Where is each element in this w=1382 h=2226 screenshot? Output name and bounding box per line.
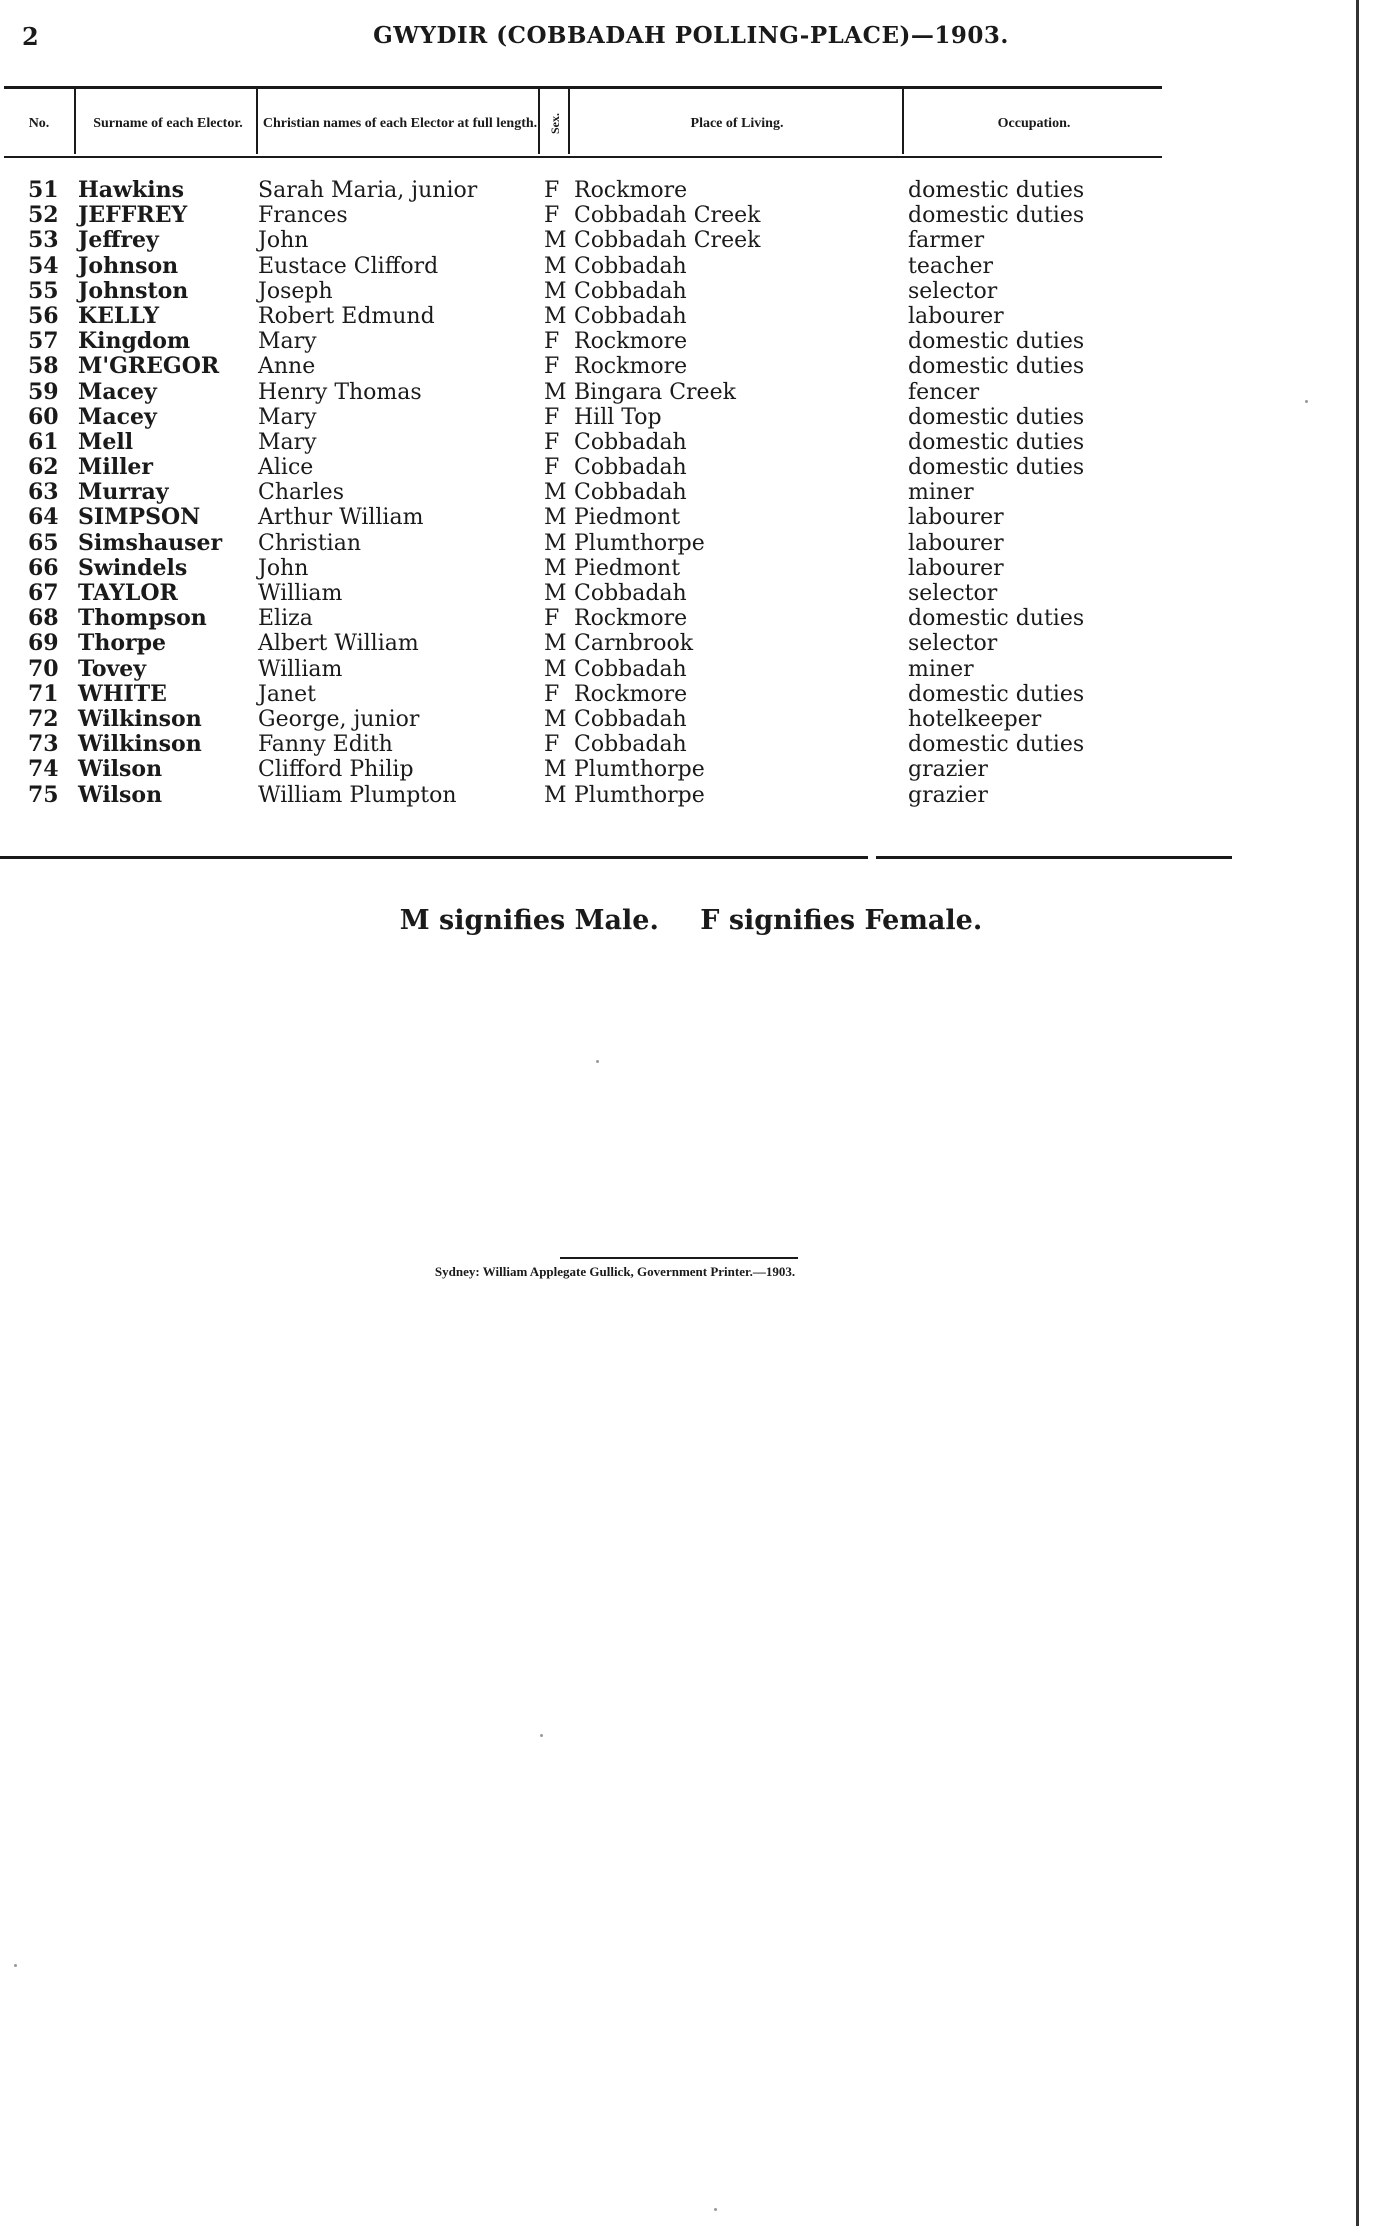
column-header-christian-names: Christian names of each Elector at full length. [262, 115, 538, 131]
elector-sex: F [544, 203, 560, 229]
elector-place: Cobbadah Creek [574, 203, 761, 229]
elector-sex: M [544, 656, 567, 682]
elector-occupation: selector [908, 278, 998, 304]
elector-occupation: miner [908, 480, 974, 506]
elector-place: Piedmont [574, 555, 681, 581]
elector-christian-names: Mary [258, 404, 317, 430]
elector-christian-names: Robert Edmund [258, 303, 435, 329]
column-header-occupation: Occupation. [997, 115, 1071, 131]
table-bottom-rule [0, 856, 868, 859]
elector-occupation: fencer [908, 379, 980, 405]
elector-place: Cobbadah [574, 278, 687, 304]
table-row [0, 657, 1382, 682]
elector-sex: M [544, 706, 567, 732]
elector-sex: F [544, 178, 560, 203]
elector-number: 74 [28, 756, 59, 783]
table-row [0, 254, 1382, 279]
elector-surname: Johnson [78, 252, 179, 279]
elector-sex: M [544, 228, 567, 254]
elector-number: 57 [28, 328, 59, 355]
table-row [0, 228, 1382, 253]
elector-number: 55 [28, 277, 59, 304]
elector-number: 71 [28, 680, 59, 707]
elector-surname: Johnston [78, 277, 189, 304]
elector-number: 66 [28, 554, 59, 581]
elector-christian-names: Eliza [258, 606, 313, 632]
column-header-no: No. [28, 115, 50, 131]
elector-surname: Swindels [78, 554, 188, 581]
elector-occupation: domestic duties [908, 732, 1085, 758]
elector-surname: Wilkinson [78, 705, 202, 732]
table-row [0, 556, 1382, 581]
elector-sex: M [544, 480, 567, 506]
elector-number: 52 [28, 202, 59, 229]
elector-surname: TAYLOR [78, 580, 178, 606]
elector-occupation: miner [908, 656, 974, 682]
elector-christian-names: John [258, 228, 309, 254]
elector-christian-names: George, junior [258, 706, 420, 732]
elector-occupation: selector [908, 581, 998, 606]
elector-number: 51 [28, 177, 59, 203]
elector-place: Piedmont [574, 505, 681, 531]
elector-surname: Hawkins [78, 177, 184, 203]
elector-number: 54 [28, 252, 59, 279]
elector-christian-names: Clifford Philip [258, 757, 414, 783]
elector-number: 70 [28, 655, 59, 682]
elector-place: Rockmore [574, 329, 688, 355]
elector-surname: Mell [78, 428, 134, 455]
elector-sex: F [544, 455, 560, 481]
table-row [0, 606, 1382, 631]
column-header-surname: Surname of each Elector. [93, 115, 243, 131]
elector-place: Rockmore [574, 354, 688, 380]
elector-surname: Simshauser [78, 529, 223, 556]
elector-place: Cobbadah [574, 303, 687, 329]
elector-place: Cobbadah [574, 706, 687, 732]
page-title: GWYDIR (COBBADAH POLLING-PLACE)—1903. [373, 22, 1009, 49]
header-bottom-rule [4, 156, 1162, 158]
table-row [0, 430, 1382, 455]
column-header-sex [540, 92, 570, 154]
elector-number: 65 [28, 529, 59, 556]
elector-surname: Wilson [78, 756, 163, 783]
table-row [0, 178, 1382, 203]
print-speck [596, 1060, 599, 1063]
elector-place: Bingara Creek [574, 379, 736, 405]
elector-sex: M [544, 757, 567, 783]
elector-occupation: labourer [908, 505, 1004, 531]
elector-number: 68 [28, 605, 59, 632]
legend-male: M signifies Male. [399, 905, 659, 936]
table-row [0, 480, 1382, 505]
elector-occupation: farmer [908, 228, 985, 254]
elector-surname: Macey [78, 403, 157, 430]
elector-number: 60 [28, 403, 59, 430]
elector-sex: F [544, 429, 560, 455]
elector-place: Rockmore [574, 178, 688, 203]
elector-christian-names: Arthur William [258, 505, 424, 531]
elector-number: 63 [28, 479, 59, 506]
elector-surname: Miller [78, 454, 154, 481]
elector-place: Rockmore [574, 606, 688, 632]
page-edge [1356, 0, 1359, 2226]
elector-place: Cobbadah [574, 656, 687, 682]
elector-occupation: domestic duties [908, 455, 1085, 481]
elector-sex: M [544, 379, 567, 405]
elector-surname: Jeffrey [78, 227, 159, 254]
elector-occupation: labourer [908, 555, 1004, 581]
elector-number: 72 [28, 705, 59, 732]
elector-occupation: labourer [908, 530, 1004, 556]
elector-number: 53 [28, 227, 59, 254]
elector-surname: WHITE [78, 680, 167, 707]
elector-sex: M [544, 530, 567, 556]
elector-surname: Murray [78, 479, 169, 506]
elector-surname: Tovey [78, 655, 147, 682]
sex-header-label: Sex. [547, 112, 562, 134]
elector-number: 67 [28, 580, 59, 606]
elector-occupation: domestic duties [908, 429, 1085, 455]
elector-occupation: domestic duties [908, 203, 1085, 229]
elector-place: Cobbadah [574, 581, 687, 606]
elector-occupation: labourer [908, 303, 1004, 329]
table-row [0, 581, 1382, 606]
elector-sex: M [544, 253, 567, 279]
elector-place: Rockmore [574, 681, 688, 707]
elector-sex: M [544, 278, 567, 304]
table-row [0, 707, 1382, 732]
elector-sex: M [544, 505, 567, 531]
elector-occupation: selector [908, 631, 998, 657]
sex-legend [0, 905, 1382, 936]
elector-surname: KELLY [78, 302, 160, 329]
elector-number: 56 [28, 302, 59, 329]
table-row [0, 354, 1382, 379]
elector-place: Cobbadah [574, 732, 687, 758]
elector-christian-names: Sarah Maria, junior [258, 178, 478, 203]
elector-occupation: hotelkeeper [908, 706, 1042, 732]
elector-sex: M [544, 631, 567, 657]
imprint-rule [560, 1257, 798, 1259]
elector-christian-names: Henry Thomas [258, 379, 422, 405]
elector-sex: F [544, 732, 560, 758]
print-speck [14, 1964, 17, 1967]
elector-christian-names: Anne [258, 354, 316, 380]
elector-occupation: domestic duties [908, 404, 1085, 430]
table-row [0, 405, 1382, 430]
elector-sex: F [544, 606, 560, 632]
elector-place: Carnbrook [574, 631, 694, 657]
elector-surname: JEFFREY [78, 202, 188, 229]
elector-place: Cobbadah [574, 480, 687, 506]
elector-sex: F [544, 329, 560, 355]
elector-number: 62 [28, 454, 59, 481]
elector-christian-names: William [258, 581, 343, 606]
elector-number: 69 [28, 630, 59, 657]
elector-surname: Wilkinson [78, 731, 202, 758]
elector-sex: M [544, 303, 567, 329]
elector-place: Cobbadah [574, 253, 687, 279]
legend-female: F signifies Female. [700, 905, 983, 936]
elector-occupation: domestic duties [908, 329, 1085, 355]
elector-christian-names: William [258, 656, 343, 682]
table-row [0, 783, 1382, 808]
print-speck [1305, 400, 1308, 403]
elector-surname: M'GREGOR [78, 353, 220, 380]
elector-christian-names: Christian [258, 530, 362, 556]
table-row [0, 732, 1382, 757]
table-row [0, 631, 1382, 656]
table-row [0, 329, 1382, 354]
elector-place: Cobbadah Creek [574, 228, 761, 254]
elector-sex: M [544, 782, 567, 808]
elector-sex: M [544, 555, 567, 581]
elector-sex: F [544, 354, 560, 380]
elector-number: 59 [28, 378, 59, 405]
elector-christian-names: Alice [258, 455, 314, 481]
elector-christian-names: Janet [258, 681, 316, 707]
page-number: 2 [22, 22, 39, 51]
elector-number: 75 [28, 781, 59, 808]
table-row [0, 455, 1382, 480]
elector-surname: Thorpe [78, 630, 167, 657]
elector-list [0, 178, 1382, 808]
elector-surname: Wilson [78, 781, 163, 808]
table-row [0, 757, 1382, 782]
elector-occupation: teacher [908, 253, 994, 279]
elector-sex: F [544, 404, 560, 430]
elector-surname: Thompson [78, 605, 207, 632]
elector-christian-names: Joseph [258, 278, 333, 304]
elector-christian-names: John [258, 555, 309, 581]
elector-surname: Macey [78, 378, 157, 405]
elector-christian-names: Eustace Clifford [258, 253, 439, 279]
elector-occupation: domestic duties [908, 354, 1085, 380]
elector-place: Cobbadah [574, 429, 687, 455]
elector-christian-names: Fanny Edith [258, 732, 393, 758]
table-row [0, 203, 1382, 228]
table-row [0, 380, 1382, 405]
elector-place: Plumthorpe [574, 530, 705, 556]
printer-imprint: Sydney: William Applegate Gullick, Government Printer.—1903. [434, 1264, 796, 1279]
elector-sex: F [544, 681, 560, 707]
elector-place: Plumthorpe [574, 782, 705, 808]
print-speck [540, 1734, 543, 1737]
elector-surname: Kingdom [78, 328, 191, 355]
elector-christian-names: Frances [258, 203, 348, 229]
table-row [0, 505, 1382, 530]
table-row [0, 531, 1382, 556]
elector-surname: SIMPSON [78, 504, 201, 531]
elector-number: 58 [28, 353, 59, 380]
elector-place: Hill Top [574, 404, 662, 430]
elector-occupation: domestic duties [908, 178, 1085, 203]
elector-sex: M [544, 581, 567, 606]
elector-place: Cobbadah [574, 455, 687, 481]
elector-christian-names: Charles [258, 480, 344, 506]
elector-christian-names: Mary [258, 429, 317, 455]
table-row [0, 682, 1382, 707]
table-bottom-rule [876, 856, 1232, 859]
elector-number: 73 [28, 731, 59, 758]
elector-christian-names: Mary [258, 329, 317, 355]
elector-number: 64 [28, 504, 59, 531]
print-speck [714, 2208, 717, 2211]
elector-occupation: domestic duties [908, 606, 1085, 632]
elector-occupation: domestic duties [908, 681, 1085, 707]
elector-number: 61 [28, 428, 59, 455]
elector-christian-names: Albert William [258, 631, 419, 657]
table-header [4, 92, 1160, 154]
elector-occupation: grazier [908, 757, 988, 783]
header-top-rule [4, 86, 1162, 89]
elector-place: Plumthorpe [574, 757, 705, 783]
table-row [0, 279, 1382, 304]
elector-christian-names: William Plumpton [258, 782, 457, 808]
table-row [0, 304, 1382, 329]
column-header-place: Place of Living. [690, 115, 784, 131]
elector-occupation: grazier [908, 782, 988, 808]
